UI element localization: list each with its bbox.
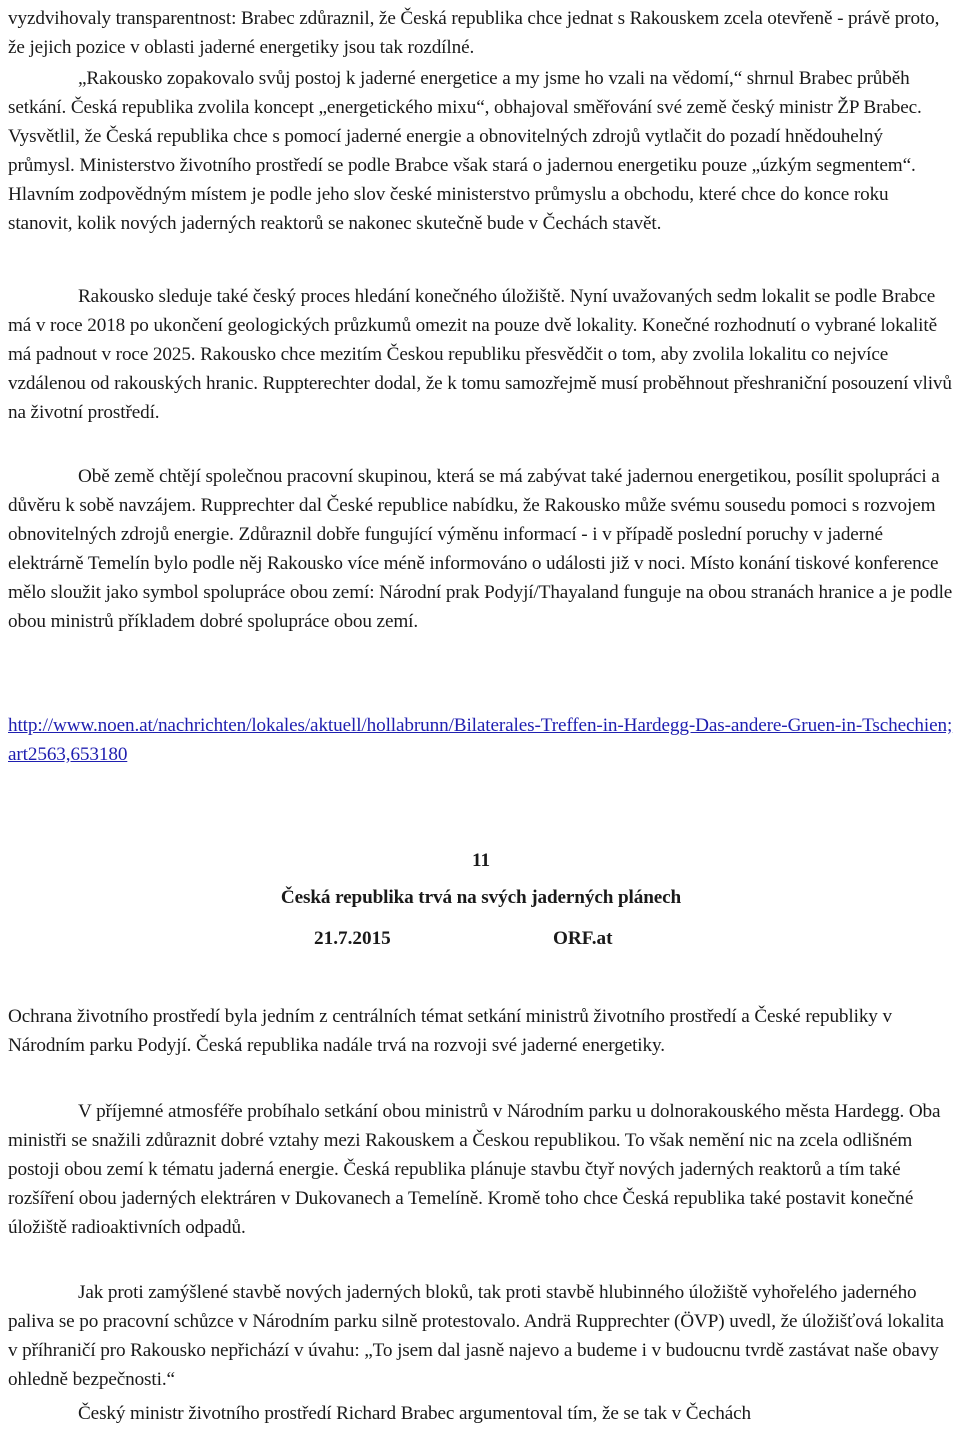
paragraph-pleasant-atmosphere: V příjemné atmosféře probíhalo setkání obou ministrů v Národním parku u dolnorakouského města Hardegg. Oba ministři se snažili zdůraznit dobré vztahy mezi Rakouskem a Českou republikou. To však nemění nic na zcela odlišném postoji obou zemí k tématu jaderná energie. Česká republika plánuje stavbu čtyř nových jaderných reaktorů a tím také rozšíření obou jaderných elektráren v Dukovanech a Temelíně. Kromě toho chce Česká republika také postavit konečné úložiště radioaktivních odpadů. [8, 1101, 941, 1238]
source-link[interactable]: http://www.noen.at/nachrichten/lokales/aktuell/hollabrunn/Bilaterales-Treffen-in-Hardegg-Das-andere-Gruen-in-Tschechien;art2563,653180 [8, 715, 953, 765]
paragraph-austria-position: „Rakousko zopakovalo svůj postoj k jaderné energetice a my jsme ho vzali na vědomí,“ shrnul Brabec průběh setkání. Česká republika zvolila koncept „energetického mixu“, obhajoval směřování své země český ministr ŽP Brabec. Vysvětlil, že Česká republika chce s pomocí jaderné energie a obnovitelných zdrojů vytlačit do pozadí hnědouhelný průmysl. Ministerstvo životního prostředí se podle Brabce však stará o jadernou energetiku pouze „úzkým segmentem“. Hlavním zodpovědným místem je podle jeho slov české ministerstvo průmyslu a obchodu, které chce do konce roku stanovit, kolik nových jaderných reaktorů se nakonec skutečně bude v Čechách stavět. [8, 68, 922, 234]
article-source: ORF.at [553, 928, 613, 949]
article-date: 21.7.2015 [314, 928, 391, 949]
paragraph-environment-protection: Ochrana životního prostředí byla jedním z centrálních témat setkání ministrů životního prostředí a České republiky v Národním parku Podyjí. Česká republika nadále trvá na rozvoji své jaderné energetiky. [8, 1006, 892, 1056]
paragraph-transparency: vyzdvihovaly transparentnost: Brabec zdůraznil, že Česká republika chce jednat s Rakouskem zcela otevřeně - právě proto, že jejich pozice v oblasti jaderné energetiky jsou tak rozdílné. [8, 8, 940, 58]
paragraph-cooperation: Obě země chtějí společnou pracovní skupinou, která se má zabývat také jadernou energetikou, posílit spolupráci a důvěru k sobě navzájem. Rupprechter dal České republice nabídku, že Rakousko může svému sousedu pomoci s rozvojem obnovitelných zdrojů energie. Zdůraznil dobře fungující výměnu informací - i v případě poslední poruchy v jaderné elektrárně Temelín bylo podle něj Rakousko více méně informováno o události již v noci. Místo konání tiskové konference mělo sloužit jako symbol spolupráce obou zemí: Národní prak Podyjí/Thayaland funguje na obou stranách hranice a je podle obou ministrů příkladem dobré spolupráce obou zemí. [8, 466, 953, 632]
article-title: Česká republika trvá na svých jaderných plánech [280, 887, 682, 908]
paragraph-final-repository: Rakousko sleduje také český proces hledání konečného úložiště. Nyní uvažovaných sedm lokalit se podle Brabce má v roce 2018 po ukončení geologických průzkumů omezit na pouze dvě lokality. Konečné rozhodnutí o vybrané lokalitě má padnout v roce 2025. Rakousko chce mezitím Českou republiku přesvědčit o tom, aby zvolila lokalitu co nejvíce vzdálenou od rakouských hranic. Ruppterechter dodal, že k tomu samozřejmě musí proběhnout přeshraniční posouzení vlivů na životní prostředí. [8, 286, 952, 423]
article-number: 11 [472, 850, 490, 871]
paragraph-protests: Jak proti zamýšlené stavbě nových jaderných bloků, tak proti stavbě hlubinného úložiště vyhořelého jaderného paliva se po pracovní schůzce v Národním parku silně protestovalo. Andrä Rupprechter (ÖVP) uvedl, že úložišťová lokalita v příhraničí pro Rakousko nepřichází v úvahu: „To jsem dal jasně najevo a budeme i v budoucnu tvrdě zastávat naše obavy ohledně bezpečnosti.“ [8, 1282, 944, 1390]
paragraph-brabec-argument: Český ministr životního prostředí Richard Brabec argumentoval tím, že se tak v Čechách [78, 1403, 751, 1424]
